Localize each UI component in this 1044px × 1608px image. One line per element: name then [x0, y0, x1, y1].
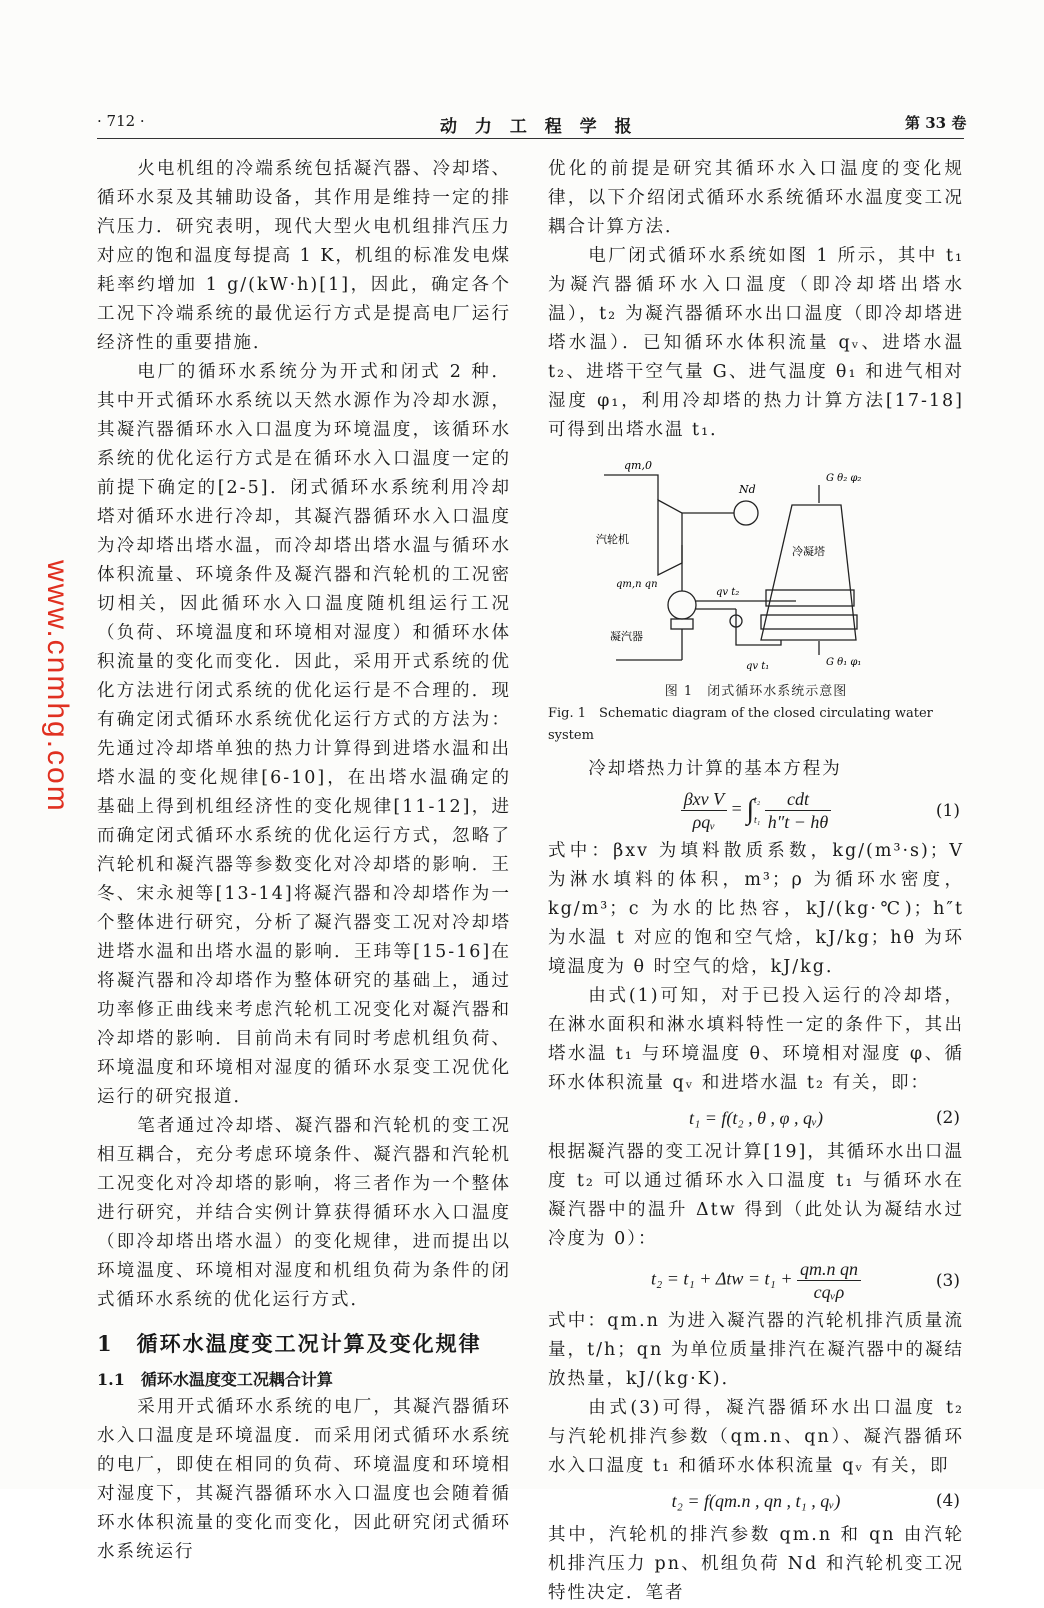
label-qvt2: qv t₂	[716, 587, 740, 598]
eq1-rhs-denominator: h″t − hθ	[767, 812, 829, 832]
eq1-lower-limit: t₁	[754, 814, 761, 826]
eq3-lhs: t₂ = t₁ + Δtw = t₁ +	[651, 1268, 793, 1289]
label-turbine: 汽轮机	[596, 533, 629, 546]
equation-number: (1)	[935, 800, 960, 821]
label-tower: 冷凝塔	[792, 545, 825, 558]
equation-4: t₂ = f(qm.n , qn , t₁ , qᵥ)	[671, 1490, 841, 1511]
turbine-shape	[658, 500, 682, 575]
equation-1: $\frac{\text{βxv V}}{\text{ρqᵥ}}$ = ∫ t₂ t₁ $\frac{\text{cdt}}{h''t - h\theta}$	[681, 788, 832, 833]
figure-caption-cn: 图 1 闭式循环水系统示意图	[664, 684, 848, 699]
equation-number: (2)	[935, 1108, 960, 1128]
label-condenser: 凝汽器	[610, 630, 643, 643]
label-qm0: qm,0	[624, 459, 652, 472]
equation-3-row	[548, 1258, 964, 1303]
label-in-air: G θ₁ φ₁	[826, 657, 862, 668]
paragraph: 采用开式循环水系统的电厂，其凝汽器循环水入口温度是环境温度．而采用闭式循环水系统的电厂，即使在相同的负荷、环境温度和环境相对湿度下，其凝汽器循环水入口温度也会随着循环水体积流量的变化而变化，因此研究闭式循环水系统运行	[97, 1397, 511, 1562]
eq1-rhs-numerator: cdt	[765, 788, 832, 811]
figure-1	[548, 455, 964, 747]
paragraph: 根据凝汽器的变工况计算[19]，其循环水出口温度 t₂ 可以通过循环水入口温度 t₁ 与循环水在凝汽器中的温升 Δtw 得到（此处认为凝结水过冷度为 0）：	[548, 1142, 964, 1249]
equation-2: t₁ = f(t₂ , θ , φ , qᵥ)	[689, 1107, 823, 1128]
left-column	[97, 155, 511, 1567]
paragraph: 由式(1)可知，对于已投入运行的冷却塔，在淋水面积和淋水填料特性一定的条件下，其出塔水温 t₁ 与环境温度 θ、环境相对湿度 φ、循环水体积流量 qᵥ 和进塔水温 t₂ 有关，即：	[548, 986, 964, 1093]
figure-caption-en: Fig. 1 Schematic diagram of the closed circulating water system	[548, 706, 933, 743]
paragraph: 由式(3)可得，凝汽器循环水出口温度 t₂ 与汽轮机排汽参数（qm.n、qn）、凝汽器循环水入口温度 t₁ 和循环水体积流量 qᵥ 有关，即	[548, 1398, 964, 1476]
right-column	[548, 155, 964, 1608]
watermark: www.cnmhg.com	[41, 560, 74, 813]
label-qvt1: qv t₁	[746, 661, 770, 672]
header-rule	[97, 138, 964, 139]
cooling-tower-shape	[761, 505, 856, 640]
paragraph: 其中，汽轮机的排汽参数 qm.n 和 qn 由汽轮机排汽压力 pn、机组负荷 Nd 和汽轮机变工况特性决定．笔者	[548, 1525, 964, 1603]
paragraph: 式中：βxv 为填料散质系数，kg/(m³·s)；V 为淋水填料的体积，m³；ρ 为循环水密度，kg/m³；c 为水的比热容，kJ/(kg·℃)；h″t 为水温 t 对应的饱和空气焓，kJ/kg；hθ 为环境温度为 θ 时空气的焓，kJ/kg．	[548, 841, 964, 977]
eq1-lhs-denominator: ρqᵥ	[692, 812, 716, 832]
equation-3	[651, 1258, 861, 1303]
volume: 第 33 卷	[905, 114, 967, 132]
equation-2-row	[548, 1102, 964, 1134]
equation-4-row	[548, 1485, 964, 1517]
eq1-lhs-numerator: βxv V	[681, 788, 727, 811]
paragraph: 火电机组的冷端系统包括凝汽器、冷却塔、循环水泵及其辅助设备，其作用是维持一定的排汽压力．研究表明，现代大型火电机组排汽压力对应的饱和温度每提高 1 K，机组的标准发电煤耗率约增加 1 g/(kW·h)[1]，因此，确定各个工况下冷端系统的最优运行方式是提高电厂运行经济性的重要措施．	[97, 159, 511, 353]
generator-icon	[734, 501, 758, 525]
eq3-numerator: qm.n qn	[797, 1258, 861, 1281]
paragraph: 冷却塔热力计算的基本方程为	[588, 759, 842, 779]
label-qmn: qm,n qn	[616, 579, 658, 590]
label-nd: Nd	[739, 483, 756, 496]
equation-number: (3)	[935, 1270, 960, 1291]
label-out-air: G θ₂ φ₂	[826, 473, 862, 484]
paragraph: 优化的前提是研究其循环水入口温度的变化规律，以下介绍闭式循环水系统循环水温度变工况耦合计算方法．	[548, 159, 964, 237]
section-heading: 1 循环水温度变工况计算及变化规律	[97, 1331, 482, 1356]
eq1-upper-limit: t₂	[754, 794, 761, 806]
paragraph: 电厂的循环水系统分为开式和闭式 2 种．其中开式循环水系统以天然水源作为冷却水源，其凝汽器循环水入口温度为环境温度，该循环水系统的优化运行方式是在循环水入口温度一定的前提下确定的[2-5]．闭式循环水系统利用冷却塔对循环水进行冷却，其凝汽器循环水入口温度为冷却塔出塔水温，而冷却塔出塔水温与循环水体积流量、环境条件及凝汽器和汽轮机的工况密切相关，因此循环水入口温度随机组运行工况（负荷、环境温度和环境相对湿度）和循环水体积流量的变化而变化．因此，采用开式系统的优化方法进行闭式系统的优化运行是不合理的．现有确定闭式循环水系统优化运行方式的方法为：先通过冷却塔单独的热力计算得到进塔水温和出塔水温的变化规律[6-10]，在出塔水温确定的基础上得到机组经济性的变化规律[11-12]，进而确定闭式循环水系统的优化运行方式，忽略了汽轮机和凝汽器等参数变化对冷却塔的影响．王冬、宋永昶等[13-14]将凝汽器和冷却塔作为一个整体进行研究，分析了凝汽器变工况对冷却塔进塔水温和出塔水温的影响．王玮等[15-16]在将凝汽器和冷却塔作为整体研究的基础上，通过功率修正曲线来考虑汽轮机工况变化对凝汽器和冷却塔的影响．目前尚未有同时考虑机组负荷、环境温度和环境相对湿度的循环水泵变工况优化运行的研究报道．	[97, 362, 511, 1107]
condenser-icon	[668, 591, 696, 619]
paragraph: 式中：qm.n 为进入凝汽器的汽轮机排汽质量流量，t/h；qn 为单位质量排汽在凝汽器中的凝结放热量，kJ/(kg·K)．	[548, 1311, 964, 1389]
journal-title: 动 力 工 程 学 报	[440, 117, 638, 137]
paragraph: 电厂闭式循环水系统如图 1 所示，其中 t₁ 为凝汽器循环水入口温度（即冷却塔出塔水温），t₂ 为凝汽器循环水出口温度（即冷却塔进塔水温）．已知循环水体积流量 qᵥ、进塔水温 t₂、进塔干空气量 G、进气温度 θ₁ 和进气相对湿度 φ₁，利用冷却塔的热力计算方法[17-18]可得到出塔水温 t₁．	[548, 246, 964, 440]
eq3-denominator: cqᵥρ	[813, 1282, 845, 1302]
subsection-heading: 1.1 循环水温度变工况耦合计算	[97, 1370, 333, 1389]
equation-number: (4)	[935, 1491, 960, 1511]
paragraph: 笔者通过冷却塔、凝汽器和汽轮机的变工况相互耦合，充分考虑环境条件、凝汽器和汽轮机工况变化对冷却塔的影响，将三者作为一个整体进行研究，并结合实例计算获得循环水入口温度（即冷却塔出塔水温）的变化规律，进而提出以环境温度、环境相对湿度和机组负荷为条件的闭式循环水系统的优化运行方式．	[97, 1116, 511, 1310]
circulating-water-diagram	[596, 455, 916, 675]
equation-1-row	[548, 788, 964, 833]
page-number: · 712 ·	[97, 112, 145, 130]
